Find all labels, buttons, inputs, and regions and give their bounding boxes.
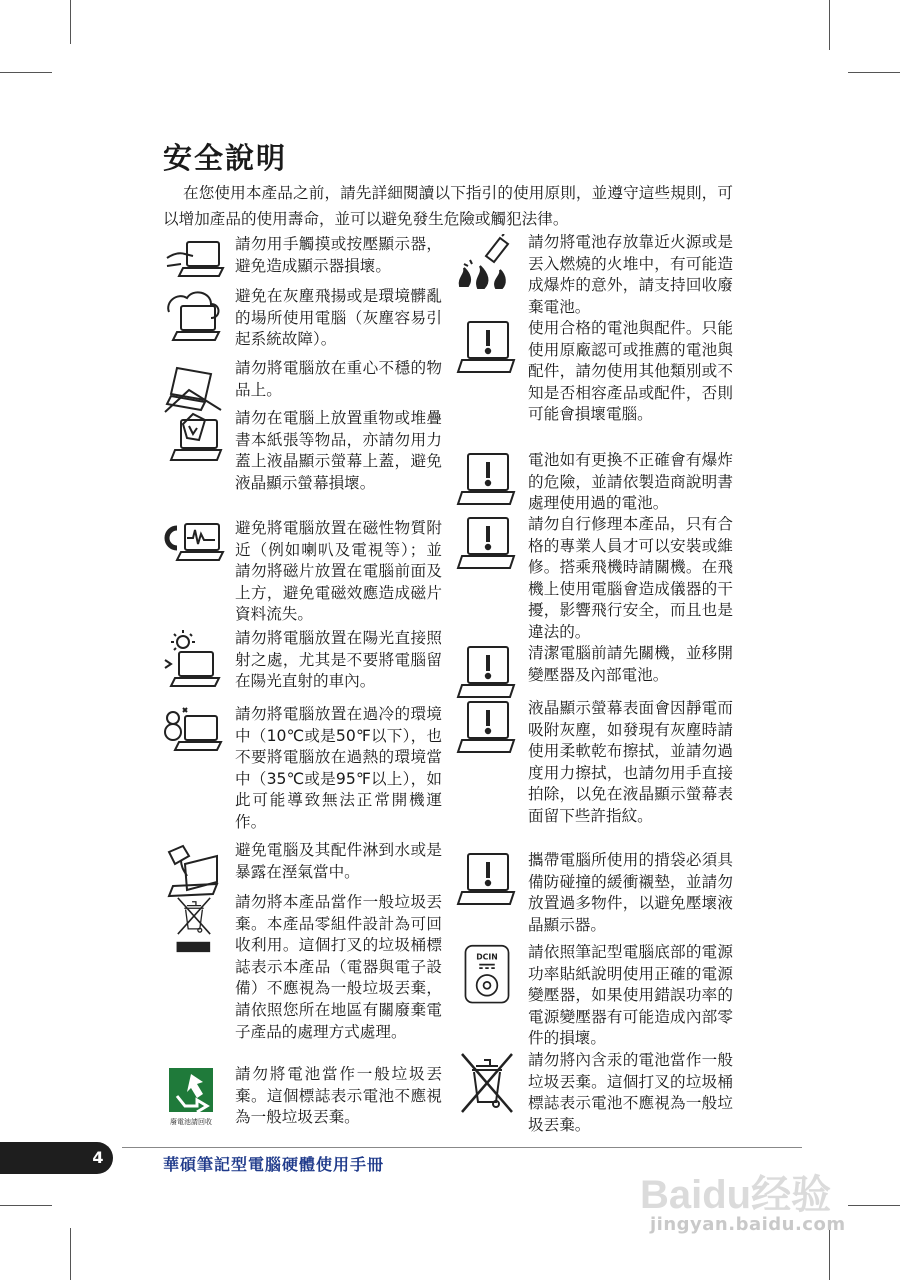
safety-text: 請勿將電池當作一般垃圾丟棄。這個標誌表示電池不應視為一般垃圾丟棄。 [235, 1065, 442, 1127]
page-title: 安全說明 [163, 141, 288, 175]
safety-text: 避免將電腦放置在磁性物質附近（例如喇叭及電視等）；並請勿將磁片放置在電腦前面及上方，避免電磁效應造成磁片資料流失。 [235, 519, 442, 624]
direct-sunlight-icon [163, 630, 225, 692]
safety-text: 請勿將電池存放靠近火源或是丟入燃燒的火堆中，有可能造成爆炸的意外，請支持回收廢棄電池。 [528, 233, 733, 316]
safety-text: 請勿將電腦放置在陽光直接照射之處，尤其是不要將電腦留在陽光直射的車內。 [235, 629, 442, 691]
safety-text: 攜帶電腦所使用的揹袋必須具備防碰撞的緩衝襯墊，並請勿放置過多物件，以避免壓壞液晶顯示器。 [528, 851, 733, 934]
crop-mark [70, 0, 71, 44]
safety-text: 請勿將電腦放置在過冷的環境中（10℃或是50℉以下），也不要將電腦放在過熱的環境當中（35℃或是95℉以上），如此可能導致無法正常開機運作。 [235, 705, 442, 831]
safety-text: 請勿將電腦放在重心不穩的物品上。 [235, 359, 442, 399]
battery-recycle-icon [163, 1066, 225, 1128]
crop-mark [829, 0, 830, 50]
warning-laptop-icon [456, 645, 518, 707]
safety-text: 請依照筆記型電腦底部的電源功率貼紙說明使用正確的電源變壓器，如果使用錯誤功率的電源變壓器有可能造成內部零件的損壞。 [528, 943, 733, 1048]
warning-laptop-icon [456, 516, 518, 578]
warning-laptop-icon [456, 320, 518, 382]
temperature-icon [163, 706, 225, 768]
crossed-bin-icon [163, 894, 225, 990]
magnetic-field-icon [163, 520, 225, 582]
safety-text: 使用合格的電池與配件。只能使用原廠認可或推薦的電池與配件，請勿使用其他類別或不知是否相容產品或配件，否則可能會損壞電腦。 [528, 319, 733, 424]
safety-text: 避免在灰塵飛揚或是環境髒亂的場所使用電腦（灰塵容易引起系統故障）。 [235, 287, 442, 349]
dusty-environment-icon [163, 288, 225, 350]
safety-text: 電池如有更換不正確會有爆炸的危險，並請依製造商說明書處理使用過的電池。 [528, 451, 733, 513]
safety-text: 液晶顯示螢幕表面會因靜電而吸附灰塵，如發現有灰塵時請使用柔軟乾布擦拭，並請勿過度用力擦拭，也請勿用手直接拍除，以免在液晶顯示螢幕表面留下些許指紋。 [528, 699, 733, 825]
dc-in-icon [456, 944, 518, 1016]
warning-laptop-icon [456, 452, 518, 514]
crop-mark [0, 1205, 52, 1206]
safety-text: 避免電腦及其配件淋到水或是暴露在溼氣當中。 [235, 841, 442, 881]
crossed-bin-icon [456, 1052, 518, 1114]
safety-text: 請勿將內含汞的電池當作一般垃圾丟棄。這個打叉的垃圾桶標誌表示電池不應視為一般垃圾丟棄。 [528, 1051, 733, 1134]
crop-mark [70, 1228, 71, 1280]
battery-fire-icon [456, 234, 518, 296]
safety-text: 請勿將本產品當作一般垃圾丟棄。本產品零組件設計為可回收利用。這個打叉的垃圾桶標誌表示本產品（電器與電子設備）不應視為一般垃圾丟棄，請依照您所在地區有關廢棄電子產品的處理方式處理。 [235, 893, 442, 1041]
intro-paragraph: 在您使用本產品之前，請先詳細閱讀以下指引的使用原則，並遵守這些規則，可以增加產品的使用壽命，並可以避免發生危險或觸犯法律。 [163, 184, 733, 228]
safety-text: 請勿用手觸摸或按壓顯示器，避免造成顯示器損壞。 [235, 235, 442, 275]
watermark-brand: Baidu经验 [640, 1173, 832, 1217]
safety-text: 請勿自行修理本產品，只有合格的專業人員才可以安裝或維修。搭乘飛機時請關機。在飛機上使用電腦會造成儀器的干擾，影響飛行安全，而且也是違法的。 [528, 515, 733, 641]
crop-mark [848, 72, 900, 73]
heavy-objects-icon [163, 410, 225, 472]
watermark-url: jingyan.baidu.com [650, 1214, 846, 1235]
safety-text: 清潔電腦前請先關機，並移開變壓器及內部電池。 [528, 644, 733, 684]
safety-text: 請勿在電腦上放置重物或堆疊書本紙張等物品，亦請勿用力蓋上液晶顯示螢幕上蓋，避免液晶顯示螢幕損壞。 [235, 409, 442, 492]
page-number: 4 [92, 1148, 104, 1167]
recycle-caption: 廢電池請回收 [170, 1118, 212, 1126]
crop-mark [0, 72, 52, 73]
dcin-label: DCIN [476, 952, 498, 962]
warning-laptop-icon [456, 852, 518, 914]
warning-laptop-icon [456, 700, 518, 762]
footer-divider [122, 1147, 802, 1148]
footer-title: 華碩筆記型電腦硬體使用手冊 [163, 1155, 385, 1174]
